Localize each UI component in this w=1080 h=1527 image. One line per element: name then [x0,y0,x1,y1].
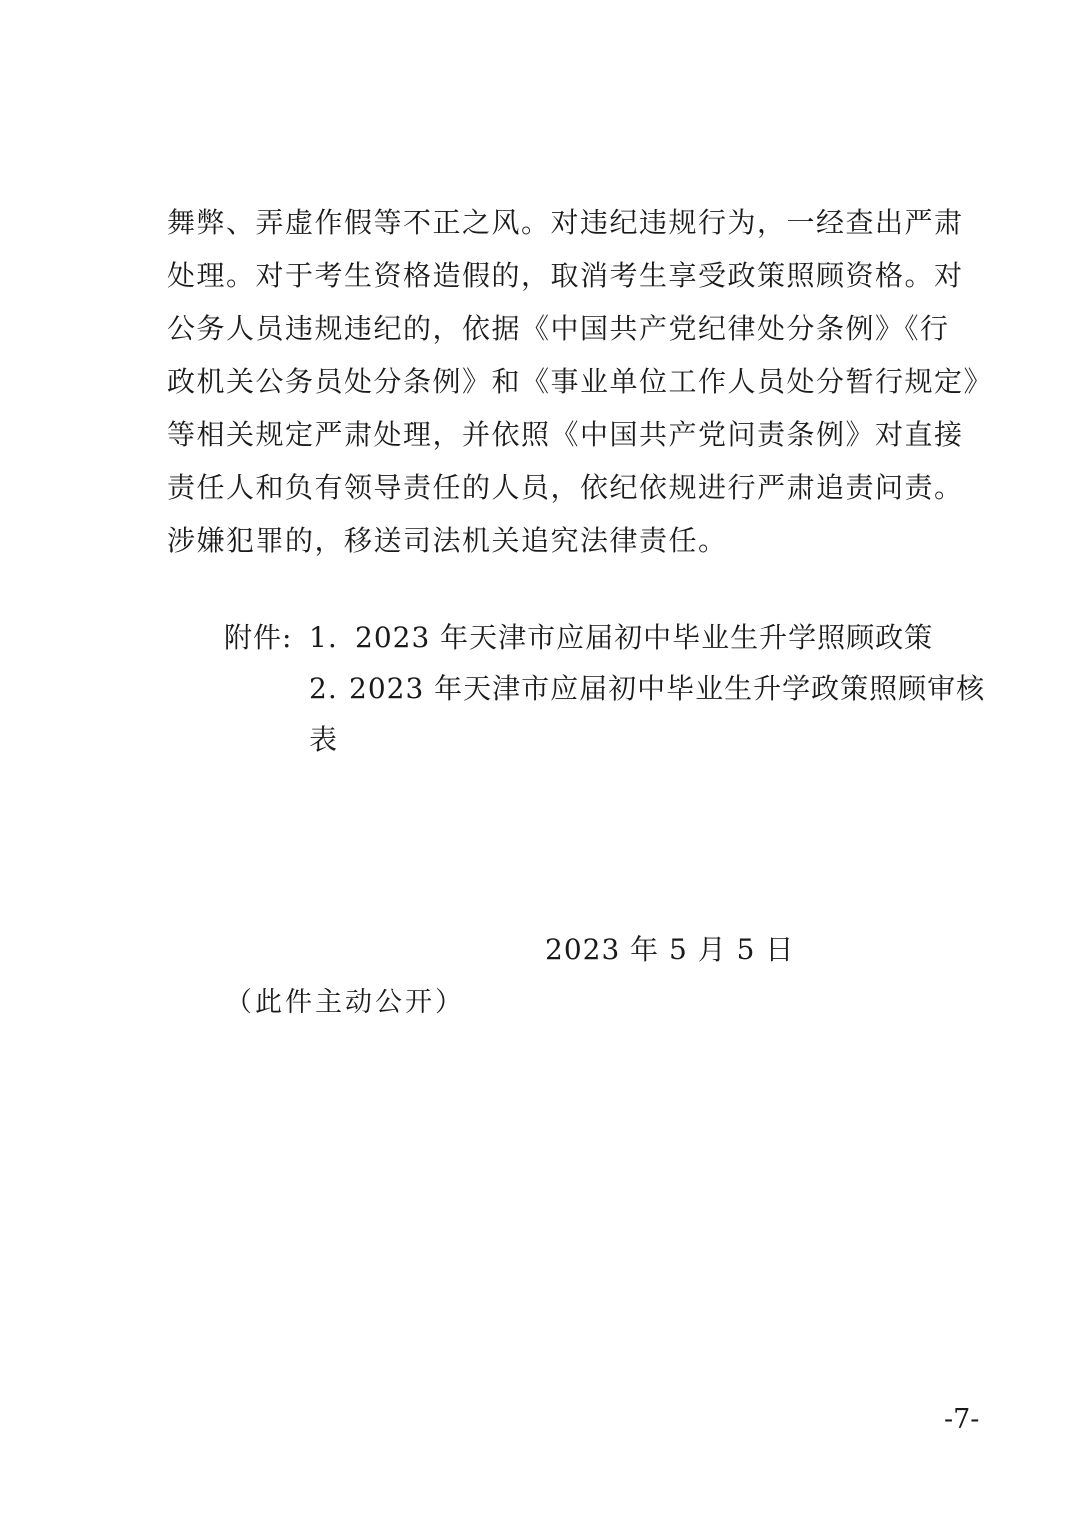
page-number: -7- [944,1404,980,1435]
document-date: 2023 年 5 月 5 日 [545,933,795,966]
body-line: 舞弊、弄虚作假等不正之风。对违纪违规行为，一经查出严肃 [167,206,964,239]
attachment-item-1 [224,612,984,663]
body-line: 涉嫌犯罪的，移送司法机关追究法律责任。 [167,524,728,557]
attachment-number: 2. [309,672,338,705]
body-line: 政机关公务员处分条例》和《事业单位工作人员处分暂行规定》 [167,365,994,398]
disclosure-note: （此件主动公开） [225,987,465,1018]
attachment-label-spacer [224,663,309,714]
body-line: 处理。对于考生资格造假的，取消考生享受政策照顾资格。对 [167,259,964,292]
attachment-title: 2023 年天津市应届初中毕业生升学政策照顾审核 [349,672,986,705]
attachment-title: 2023 年天津市应届初中毕业生升学照顾政策 [355,621,934,654]
body-line: 等相关规定严肃处理，并依照《中国共产党问责条例》对直接 [167,418,964,451]
attachment-item-2-continuation [224,714,984,765]
body-line: 公务人员违规违纪的，依据《中国共产党纪律处分条例》《行 [167,312,950,345]
body-paragraph [167,196,994,567]
attachment-title-continuation: 表 [309,723,339,756]
attachment-list [224,612,984,765]
attachment-number: 1. [309,621,338,654]
attachment-label: 附件: [224,621,293,654]
body-line: 责任人和负有领导责任的人员，依纪依规进行严肃追责问责。 [167,471,964,504]
attachment-item-2 [224,663,984,714]
